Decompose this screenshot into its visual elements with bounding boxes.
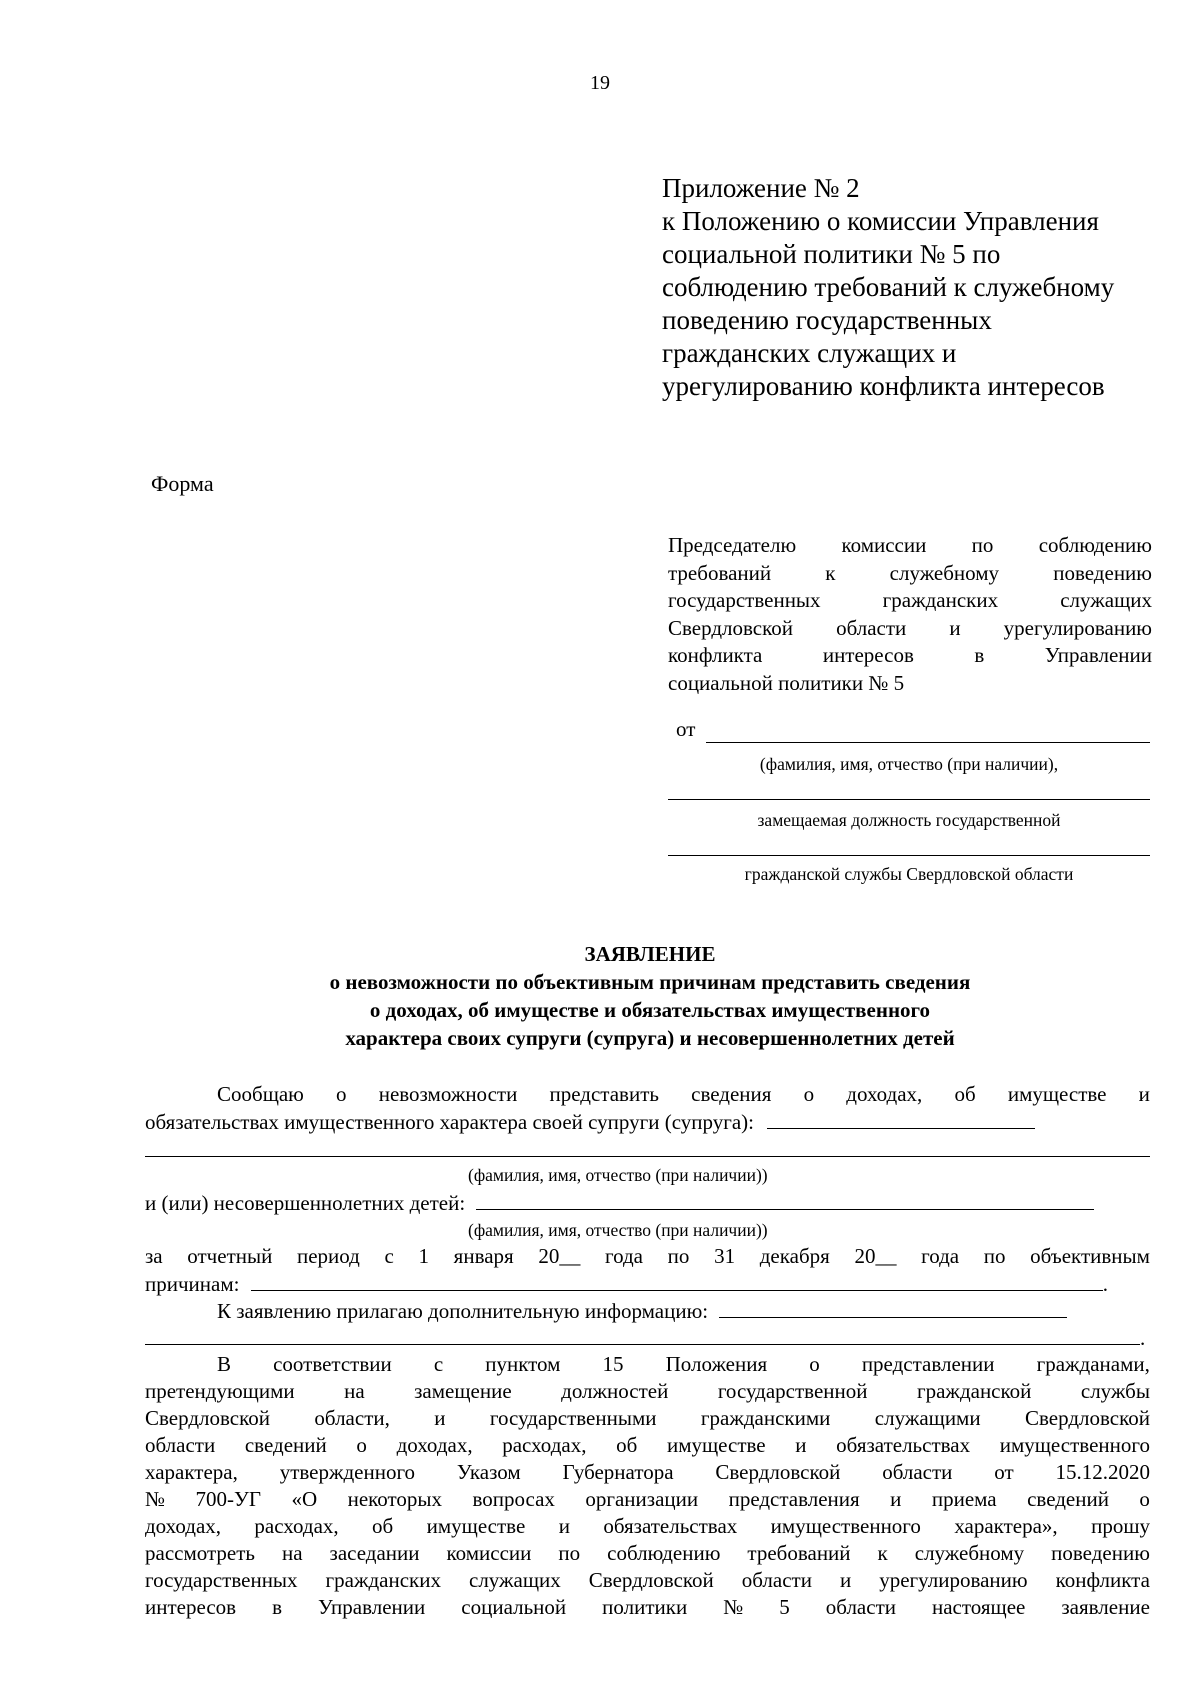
word: гражданских	[325, 1568, 441, 1592]
word: области	[836, 615, 907, 640]
from-name-blank[interactable]	[706, 742, 1150, 743]
word: о	[336, 1082, 347, 1106]
caption-children: (фамилия, имя, отчество (при наличии))	[468, 1220, 768, 1240]
statement-subtitle-line: о доходах, об имуществе и обязательствах имущественного	[369, 998, 931, 1022]
word: доходах,	[846, 1082, 923, 1106]
body-line	[145, 1405, 1150, 1432]
word: от	[994, 1460, 1014, 1484]
children-name-blank[interactable]	[476, 1189, 1094, 1210]
word: и	[795, 1433, 807, 1457]
word: Председателю	[668, 533, 797, 557]
word: Свердловской	[668, 615, 793, 640]
word: соблюдению	[607, 1541, 721, 1565]
word: года	[605, 1244, 644, 1268]
body-line	[145, 1270, 1150, 1298]
word: имуществе	[1007, 1082, 1107, 1106]
word: заявление	[1061, 1595, 1150, 1619]
word: расходах,	[502, 1433, 587, 1457]
word: утвержденного	[279, 1460, 416, 1484]
word: имуществе	[666, 1433, 766, 1457]
word: соответствии	[273, 1352, 392, 1376]
word: служебному	[889, 560, 1000, 585]
word: и	[949, 615, 961, 640]
word: рассмотреть	[145, 1541, 255, 1565]
word: политики	[602, 1595, 688, 1619]
word: 15.12.2020	[1055, 1460, 1150, 1484]
word: государственных	[145, 1568, 298, 1592]
word: к	[877, 1541, 888, 1565]
word: в	[272, 1595, 282, 1619]
word: №	[145, 1487, 166, 1511]
word: требований	[747, 1541, 851, 1565]
word: комиссии	[446, 1541, 532, 1565]
word: сведений	[244, 1433, 327, 1457]
addressee-line: социальной политики № 5	[668, 670, 905, 695]
word: и	[890, 1487, 902, 1511]
word: интересов	[145, 1595, 237, 1619]
appendix-line: соблюдению требований к служебному	[662, 272, 1115, 302]
word: №	[723, 1595, 744, 1619]
word: по	[558, 1541, 581, 1565]
word: области	[825, 1595, 896, 1619]
word: Губернатора	[562, 1460, 674, 1484]
addressee-line	[668, 560, 1152, 588]
attach-dot: .	[1140, 1326, 1146, 1350]
word: комиссии	[841, 533, 927, 557]
body-line	[145, 1567, 1150, 1594]
word: невозможности	[378, 1082, 518, 1106]
attach-label: К заявлению прилагаю дополнительную информацию:	[217, 1299, 709, 1323]
word: с	[384, 1244, 394, 1268]
statement-subtitle-line: о невозможности по объективным причинам представить сведения	[329, 970, 971, 994]
statement-subtitle-line: характера своих супруги (супруга) и несовершеннолетних детей	[345, 1026, 955, 1050]
appendix-line: урегулированию конфликта интересов	[662, 371, 1105, 401]
word: за	[145, 1244, 163, 1268]
word: заседании	[329, 1541, 420, 1565]
word: характера»,	[954, 1514, 1058, 1538]
word: интересов	[822, 643, 914, 667]
addressee-line	[668, 615, 1152, 643]
word: урегулированию	[1003, 615, 1152, 640]
body-line	[217, 1351, 1150, 1378]
word: имуществе	[426, 1514, 526, 1538]
from-field	[668, 717, 1150, 745]
word: соблюдению	[1038, 533, 1152, 557]
word: обязательствах	[603, 1514, 738, 1538]
word: замещение	[414, 1379, 512, 1403]
word: Управлении	[318, 1595, 426, 1619]
body-line	[145, 1459, 1150, 1486]
word: Указом	[456, 1460, 521, 1484]
reasons-blank[interactable]	[251, 1270, 1103, 1291]
word: имущественного	[770, 1514, 921, 1538]
word: некоторых	[347, 1487, 443, 1511]
word: 5	[779, 1595, 790, 1619]
word: «О	[291, 1487, 318, 1511]
word: по	[983, 1244, 1006, 1268]
service-blank[interactable]	[668, 855, 1150, 856]
word: сведения	[691, 1082, 772, 1106]
word: характера,	[145, 1460, 238, 1484]
appendix-line: Приложение № 2	[662, 173, 860, 203]
word: представить	[549, 1082, 659, 1106]
word: о	[1139, 1487, 1150, 1511]
word: Свердловской	[715, 1460, 841, 1484]
body-line	[145, 1486, 1150, 1513]
body-line	[145, 1378, 1150, 1405]
word: представления	[728, 1487, 860, 1511]
word: 15	[602, 1352, 624, 1376]
word: служащими	[874, 1406, 981, 1430]
word: пунктом	[485, 1352, 561, 1376]
word: 1	[418, 1244, 430, 1268]
word: Свердловской	[588, 1568, 714, 1592]
appendix-line: гражданских служащих и	[662, 338, 957, 368]
word: поведению	[1053, 560, 1152, 585]
word: об	[616, 1433, 638, 1457]
word: области	[882, 1460, 953, 1484]
caption-name: (фамилия, имя, отчество (при наличии),	[759, 754, 1059, 774]
attach-blank[interactable]	[719, 1297, 1067, 1318]
word: государственной	[717, 1379, 868, 1403]
appendix-line: поведению государственных	[662, 305, 992, 335]
word: по	[971, 533, 994, 557]
word: представлении	[861, 1352, 995, 1376]
children-label: и (или) несовершеннолетних детей:	[145, 1191, 466, 1215]
word: службы	[1080, 1379, 1150, 1403]
body-line	[145, 1594, 1150, 1621]
appendix-line: к Положению о комиссии Управления	[662, 206, 1099, 236]
spouse-name-blank[interactable]	[767, 1108, 1035, 1129]
word: о	[803, 1082, 815, 1106]
word: настоящее	[932, 1595, 1026, 1619]
word: и	[839, 1568, 852, 1592]
word: гражданскими	[700, 1406, 831, 1430]
appendix-header	[662, 172, 1182, 403]
word: и	[1138, 1082, 1150, 1106]
word: об	[954, 1082, 976, 1106]
word: года	[921, 1244, 960, 1268]
word: и	[558, 1514, 570, 1538]
word: Свердловской	[1025, 1406, 1150, 1430]
caption-spouse: (фамилия, имя, отчество (при наличии))	[468, 1165, 768, 1185]
word: служащих	[1060, 588, 1152, 612]
word: организации	[585, 1487, 699, 1511]
appendix-line: социальной политики № 5 по	[662, 239, 1001, 269]
from-label: от	[676, 717, 696, 741]
word: 20__	[538, 1244, 581, 1268]
word: объективным	[1030, 1244, 1150, 1268]
body-line	[145, 1540, 1150, 1567]
word: 700-УГ	[195, 1487, 262, 1511]
word: служащих	[469, 1568, 561, 1592]
body-line	[217, 1081, 1150, 1108]
attach-blank-line[interactable]	[145, 1324, 1140, 1345]
word: урегулированию	[879, 1568, 1028, 1592]
body-line	[145, 1189, 1150, 1217]
page-number: 19	[590, 72, 610, 94]
caption-service: гражданской службы Свердловской области	[744, 864, 1074, 884]
body-line	[145, 1243, 1150, 1270]
body-line	[145, 1513, 1150, 1540]
word: на	[281, 1541, 303, 1565]
word: о	[356, 1433, 367, 1457]
word: государственных	[668, 588, 821, 612]
word: по	[667, 1244, 690, 1268]
word: прошу	[1091, 1514, 1150, 1538]
word: области	[145, 1433, 216, 1457]
word: расходах,	[254, 1514, 339, 1538]
position-blank[interactable]	[668, 799, 1150, 800]
word: Сообщаю	[217, 1082, 304, 1106]
reasons-dot: .	[1102, 1272, 1108, 1296]
word: Управлении	[1044, 643, 1152, 667]
word: приема	[931, 1487, 997, 1511]
body-line	[145, 1324, 1150, 1352]
form-label: Форма	[151, 471, 214, 496]
word: Положения	[665, 1352, 768, 1376]
word: требований	[668, 560, 772, 585]
word: доходах,	[396, 1433, 473, 1457]
word: должностей	[561, 1379, 669, 1403]
body-line	[145, 1432, 1150, 1459]
word: января	[453, 1244, 514, 1268]
word: гражданских	[882, 588, 999, 612]
word: гражданской	[917, 1379, 1032, 1403]
word: гражданами,	[1036, 1352, 1150, 1376]
spouse-name-blank-line[interactable]	[145, 1130, 1150, 1157]
word: на	[344, 1379, 365, 1403]
addressee-line	[668, 642, 1152, 670]
reasons-label: причинам:	[145, 1272, 240, 1296]
word: имущественного	[999, 1433, 1150, 1457]
word: претендующими	[145, 1379, 295, 1403]
word: 20__	[854, 1244, 897, 1268]
word: отчетный	[187, 1244, 273, 1268]
addressee-line	[668, 587, 1152, 615]
word: доходах,	[145, 1514, 222, 1538]
word: конфликта	[668, 643, 763, 667]
word: об	[372, 1514, 394, 1538]
word: области,	[314, 1406, 390, 1430]
word: период	[296, 1244, 360, 1268]
word: области	[741, 1568, 812, 1592]
word: сведений	[1027, 1487, 1109, 1511]
word: конфликта	[1055, 1568, 1150, 1592]
word: и	[434, 1406, 446, 1430]
statement-title: ЗАЯВЛЕНИЕ	[584, 942, 716, 966]
word: вопросах	[472, 1487, 555, 1511]
word: к	[825, 560, 836, 585]
statement-heading	[140, 940, 1160, 1052]
word: обязательствах	[836, 1433, 971, 1457]
word: служебному	[914, 1541, 1025, 1565]
word: В	[217, 1352, 232, 1376]
word: 31	[714, 1244, 736, 1268]
body-line	[217, 1297, 1150, 1325]
word: о	[809, 1352, 820, 1376]
addressee-line	[668, 532, 1152, 560]
word: декабря	[759, 1244, 830, 1268]
word: социальной	[461, 1595, 567, 1619]
word: государственными	[489, 1406, 657, 1430]
addressee-block	[668, 532, 1152, 697]
body-text: обязательствах имущественного характера своей супруги (супруга):	[145, 1110, 755, 1134]
caption-position: замещаемая должность государственной	[757, 810, 1061, 830]
word: с	[433, 1352, 444, 1376]
word: Свердловской	[145, 1406, 270, 1430]
word: в	[974, 643, 985, 667]
word: поведению	[1051, 1541, 1150, 1565]
